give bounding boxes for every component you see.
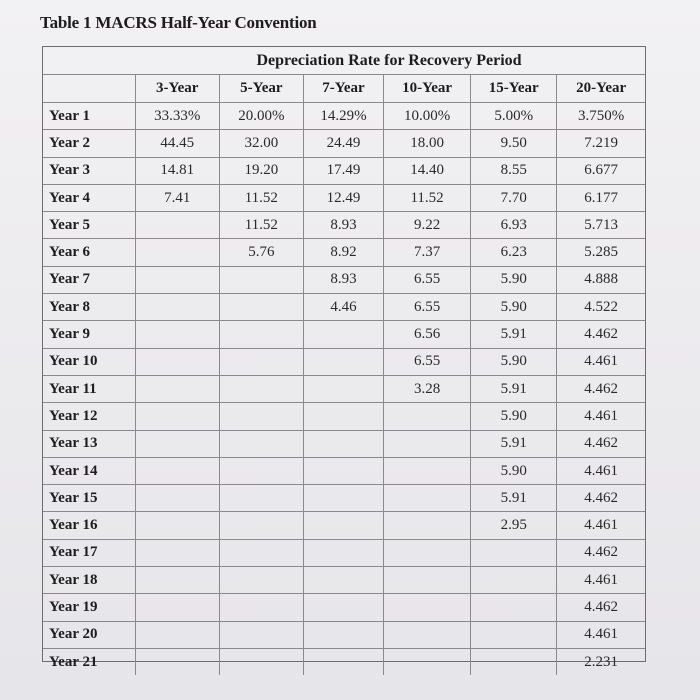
rate-cell: [471, 621, 557, 648]
rate-cell: 5.713: [557, 212, 645, 239]
row-label: Year 19: [43, 594, 135, 621]
row-label: Year 6: [43, 239, 135, 266]
rate-cell: [219, 430, 303, 457]
row-label: Year 3: [43, 157, 135, 184]
rate-cell: [219, 539, 303, 566]
rate-cell: [303, 485, 383, 512]
row-label: Year 5: [43, 212, 135, 239]
rate-cell: 11.52: [219, 184, 303, 211]
rate-cell: [303, 321, 383, 348]
rate-cell: 7.37: [384, 239, 471, 266]
rate-cell: [219, 621, 303, 648]
rate-cell: 6.177: [557, 184, 645, 211]
rate-cell: [384, 485, 471, 512]
rate-cell: [384, 430, 471, 457]
row-label: Year 12: [43, 403, 135, 430]
rate-cell: 5.285: [557, 239, 645, 266]
rate-cell: [384, 403, 471, 430]
rate-cell: [135, 485, 219, 512]
rate-cell: [219, 485, 303, 512]
rate-cell: 11.52: [219, 212, 303, 239]
table-row: [43, 294, 645, 321]
table-row: [43, 157, 645, 184]
table-row: [43, 403, 645, 430]
rate-cell: 4.462: [557, 375, 645, 402]
rate-cell: 3.750%: [557, 103, 645, 130]
rate-cell: 12.49: [303, 184, 383, 211]
rate-cell: [135, 621, 219, 648]
rate-cell: [135, 457, 219, 484]
rate-cell: [135, 212, 219, 239]
rate-cell: [135, 321, 219, 348]
table-row: [43, 239, 645, 266]
rate-cell: 9.22: [384, 212, 471, 239]
table-row: [43, 184, 645, 211]
rate-cell: [303, 621, 383, 648]
row-label: Year 4: [43, 184, 135, 211]
row-label: Year 11: [43, 375, 135, 402]
rate-cell: 7.41: [135, 184, 219, 211]
rate-cell: 4.461: [557, 621, 645, 648]
column-header: 20-Year: [557, 75, 645, 103]
rate-cell: 4.522: [557, 294, 645, 321]
rate-cell: 44.45: [135, 130, 219, 157]
rate-cell: [219, 567, 303, 594]
rate-cell: [303, 375, 383, 402]
rate-cell: 20.00%: [219, 103, 303, 130]
column-header: 10-Year: [384, 75, 471, 103]
rate-cell: 5.76: [219, 239, 303, 266]
table-row: [43, 594, 645, 621]
column-header: [43, 75, 135, 103]
rate-cell: [135, 348, 219, 375]
row-label: Year 20: [43, 621, 135, 648]
rate-cell: [219, 321, 303, 348]
rate-cell: [135, 512, 219, 539]
rate-cell: [219, 294, 303, 321]
rate-cell: 32.00: [219, 130, 303, 157]
rate-cell: [219, 348, 303, 375]
group-header: Depreciation Rate for Recovery Period: [43, 47, 645, 75]
table-row: [43, 430, 645, 457]
rate-cell: 14.40: [384, 157, 471, 184]
rate-cell: 4.46: [303, 294, 383, 321]
row-label: Year 10: [43, 348, 135, 375]
rate-cell: [303, 430, 383, 457]
rate-cell: 5.91: [471, 375, 557, 402]
rate-cell: 19.20: [219, 157, 303, 184]
column-header: 7-Year: [303, 75, 383, 103]
table-row: [43, 512, 645, 539]
rate-cell: [219, 512, 303, 539]
table-row: [43, 648, 645, 675]
column-header-row: [43, 75, 645, 103]
row-label: Year 7: [43, 266, 135, 293]
rate-cell: 11.52: [384, 184, 471, 211]
rate-cell: 6.93: [471, 212, 557, 239]
row-label: Year 2: [43, 130, 135, 157]
rate-cell: 5.90: [471, 457, 557, 484]
rate-cell: [384, 648, 471, 675]
rate-cell: 6.55: [384, 266, 471, 293]
table-row: [43, 567, 645, 594]
rate-cell: 5.00%: [471, 103, 557, 130]
rate-cell: 33.33%: [135, 103, 219, 130]
rate-cell: 6.677: [557, 157, 645, 184]
rate-cell: 6.56: [384, 321, 471, 348]
rate-cell: [219, 375, 303, 402]
rate-cell: 18.00: [384, 130, 471, 157]
rate-cell: 4.461: [557, 567, 645, 594]
rate-cell: 4.462: [557, 485, 645, 512]
rate-cell: [303, 648, 383, 675]
rate-cell: 6.23: [471, 239, 557, 266]
rate-cell: 8.55: [471, 157, 557, 184]
table-row: [43, 321, 645, 348]
table-row: [43, 457, 645, 484]
rate-cell: [384, 594, 471, 621]
rate-cell: 4.461: [557, 348, 645, 375]
rate-cell: [135, 294, 219, 321]
rate-cell: [471, 567, 557, 594]
rate-cell: 4.888: [557, 266, 645, 293]
rate-cell: [303, 594, 383, 621]
table-row: [43, 130, 645, 157]
rate-cell: [303, 348, 383, 375]
rate-cell: [135, 239, 219, 266]
rate-cell: 10.00%: [384, 103, 471, 130]
column-header: 3-Year: [135, 75, 219, 103]
rate-cell: 8.92: [303, 239, 383, 266]
rate-cell: [303, 512, 383, 539]
rate-cell: [135, 403, 219, 430]
rate-cell: [219, 266, 303, 293]
rate-cell: 5.91: [471, 321, 557, 348]
rate-cell: 2.231: [557, 648, 645, 675]
rate-cell: 4.461: [557, 512, 645, 539]
table-row: [43, 348, 645, 375]
rate-cell: [135, 375, 219, 402]
rate-cell: [384, 512, 471, 539]
rate-cell: [384, 567, 471, 594]
rate-cell: 14.81: [135, 157, 219, 184]
rate-cell: 4.461: [557, 457, 645, 484]
rate-cell: 14.29%: [303, 103, 383, 130]
column-header: 15-Year: [471, 75, 557, 103]
rate-cell: 5.90: [471, 266, 557, 293]
rate-cell: 4.462: [557, 594, 645, 621]
table-caption: Table 1 MACRS Half-Year Convention: [40, 13, 317, 32]
row-label: Year 17: [43, 539, 135, 566]
row-label: Year 1: [43, 103, 135, 130]
rate-cell: [219, 648, 303, 675]
row-label: Year 16: [43, 512, 135, 539]
rate-cell: 4.462: [557, 539, 645, 566]
rate-cell: 9.50: [471, 130, 557, 157]
row-label: Year 18: [43, 567, 135, 594]
rate-cell: 6.55: [384, 348, 471, 375]
table-row: [43, 485, 645, 512]
rate-cell: 4.461: [557, 403, 645, 430]
rate-cell: [303, 457, 383, 484]
rate-cell: [135, 430, 219, 457]
rate-cell: 4.462: [557, 430, 645, 457]
table-body: [43, 103, 645, 676]
rate-cell: [471, 648, 557, 675]
table-row: [43, 375, 645, 402]
rate-cell: 17.49: [303, 157, 383, 184]
rate-cell: 4.462: [557, 321, 645, 348]
rate-cell: [303, 567, 383, 594]
row-label: Year 9: [43, 321, 135, 348]
table-row: [43, 212, 645, 239]
rate-cell: 8.93: [303, 266, 383, 293]
column-header: 5-Year: [219, 75, 303, 103]
rate-cell: [135, 567, 219, 594]
row-label: Year 21: [43, 648, 135, 675]
table-row: [43, 539, 645, 566]
rate-cell: [219, 457, 303, 484]
rate-cell: 5.90: [471, 294, 557, 321]
rate-cell: 24.49: [303, 130, 383, 157]
rate-cell: 5.90: [471, 403, 557, 430]
row-label: Year 15: [43, 485, 135, 512]
row-label: Year 14: [43, 457, 135, 484]
rate-cell: [219, 594, 303, 621]
rate-cell: [303, 403, 383, 430]
rate-cell: 5.90: [471, 348, 557, 375]
row-label: Year 8: [43, 294, 135, 321]
rate-cell: 6.55: [384, 294, 471, 321]
rate-cell: 5.91: [471, 430, 557, 457]
rate-cell: [471, 594, 557, 621]
macrs-table: [42, 46, 646, 670]
rate-cell: [303, 539, 383, 566]
row-label: Year 13: [43, 430, 135, 457]
rate-cell: 7.219: [557, 130, 645, 157]
rate-cell: 3.28: [384, 375, 471, 402]
table-row: [43, 103, 645, 130]
rate-cell: [384, 539, 471, 566]
rate-cell: 7.70: [471, 184, 557, 211]
table-row: [43, 266, 645, 293]
rate-cell: 5.91: [471, 485, 557, 512]
rate-cell: [135, 266, 219, 293]
table-row: [43, 621, 645, 648]
rate-grid: [43, 75, 645, 675]
rate-cell: [135, 539, 219, 566]
rate-cell: [135, 648, 219, 675]
rate-cell: [471, 539, 557, 566]
rate-cell: [384, 621, 471, 648]
rate-cell: 2.95: [471, 512, 557, 539]
rate-cell: [135, 594, 219, 621]
rate-cell: 8.93: [303, 212, 383, 239]
rate-cell: [219, 403, 303, 430]
rate-cell: [384, 457, 471, 484]
